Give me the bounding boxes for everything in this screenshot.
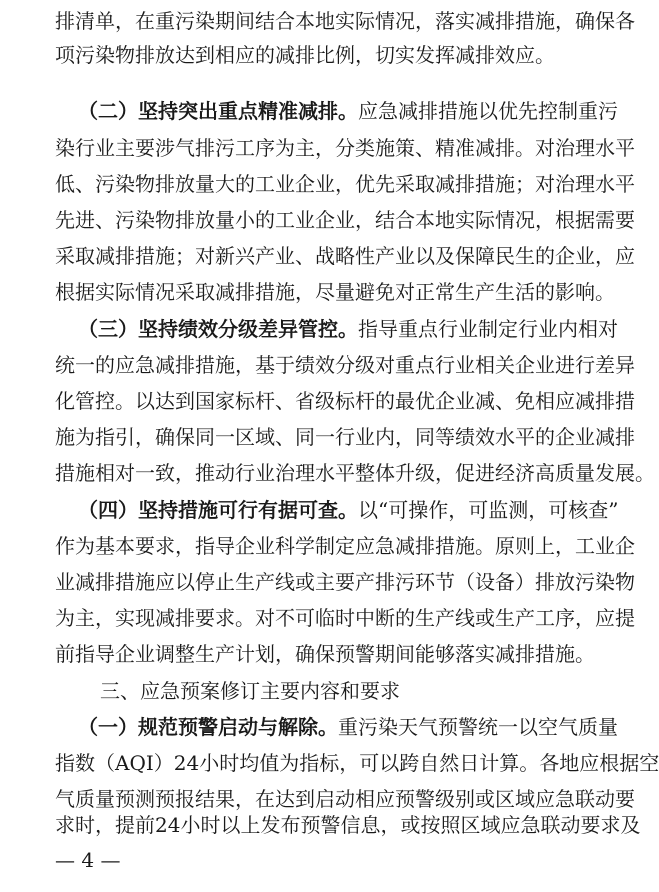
text-line: 施为指引，确保同一区域、同一行业内，同等绩效水平的企业减排 xyxy=(55,425,635,449)
text-line: 先进、污染物排放量小的工业企业，结合本地实际情况，根据需要 xyxy=(55,208,635,232)
text-line: 根据实际情况采取减排措施，尽量避免对正常生产生活的影响。 xyxy=(55,280,615,304)
text-line: 化管控。以达到国家标杆、省级标杆的最优企业减、免相应减排措 xyxy=(55,389,635,413)
text-line: 排清单，在重污染期间结合本地实际情况，落实减排措施，确保各 xyxy=(55,9,635,33)
section-heading-line xyxy=(78,497,640,523)
text-line: 采取减排措施；对新兴产业、战略性产业以及保障民生的企业，应 xyxy=(55,244,635,268)
text-line: 作为基本要求，指导企业科学制定应急减排措施。原则上，工业企 xyxy=(55,534,635,558)
text-line: 染行业主要涉气排污工序为主，分类施策、精准减排。对治理水平 xyxy=(55,136,635,160)
text-line: 前指导企业调整生产计划，确保预警期间能够落实减排措施。 xyxy=(55,642,595,666)
text-run: 以“可操作，可监测，可核查” xyxy=(358,498,619,522)
text-line: 气质量预测预报结果，在达到启动相应预警级别或区域应急联动要 xyxy=(55,787,635,811)
text-line: 业减排措施应以停止生产线或主要产排污环节（设备）排放污染物 xyxy=(55,570,635,594)
text-line: 项污染物排放达到相应的减排比例，切实发挥减排效应。 xyxy=(55,43,555,67)
section-heading: （四）坚持措施可行有据可查。 xyxy=(78,498,358,522)
text-line: 求时，提前24小时以上发布预警信息，或按照区域应急联动要求及 xyxy=(55,813,641,837)
section-heading: （二）坚持突出重点精准减排。 xyxy=(78,99,358,123)
text-line: 为主，实现减排要求。对不可临时中断的生产线或生产工序，应提 xyxy=(55,606,635,630)
text-line: 统一的应急减排措施，基于绩效分级对重点行业相关企业进行差异 xyxy=(55,353,635,377)
text-line: 指数（AQI）24小时均值为指标，可以跨自然日计算。各地应根据空 xyxy=(55,751,659,775)
section-heading-line xyxy=(78,714,640,740)
text-run: 重污染天气预警统一以空气质量 xyxy=(338,715,618,739)
text-line: 低、污染物排放量大的工业企业，优先采取减排措施；对治理水平 xyxy=(55,172,635,196)
text-line: 措施相对一致，推动行业治理水平整体升级，促进经济高质量发展。 xyxy=(55,461,655,485)
text-run: 应急减排措施以优先控制重污 xyxy=(358,99,618,123)
section-heading: （三）坚持绩效分级差异管控。 xyxy=(78,317,358,341)
section-heading-line xyxy=(78,98,640,124)
section-heading-line xyxy=(78,316,640,342)
page-number: — 4 — xyxy=(55,848,121,872)
section-heading: （一）规范预警启动与解除。 xyxy=(78,715,338,739)
chapter-heading: 三、应急预案修订主要内容和要求 xyxy=(100,679,400,703)
text-run: 指导重点行业制定行业内相对 xyxy=(358,317,618,341)
